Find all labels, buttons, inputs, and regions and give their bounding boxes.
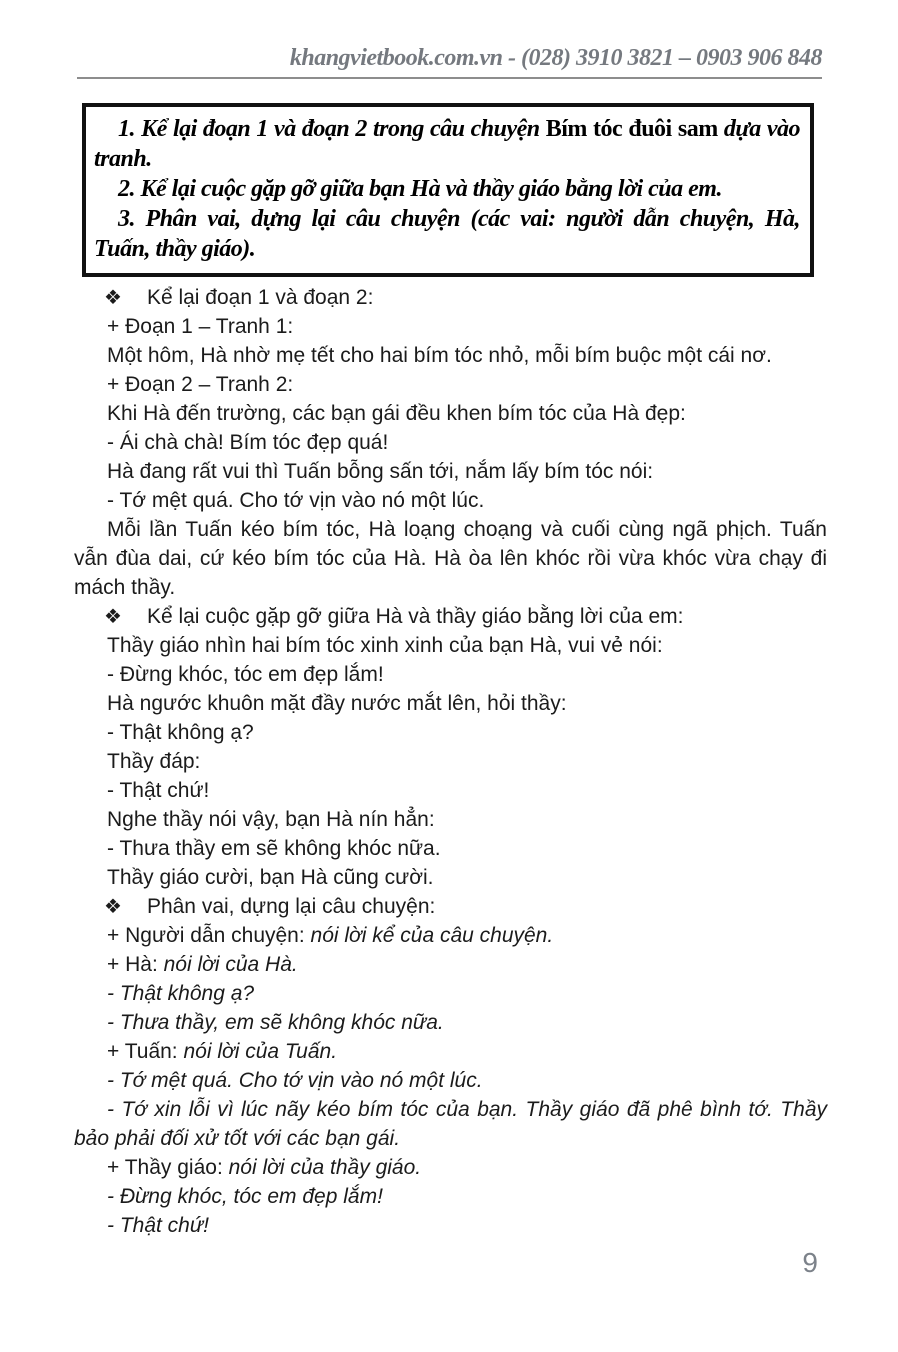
text-run: + Đoạn 2 – Tranh 2: <box>107 373 294 396</box>
text-run: nói lời kể của câu chuyện. <box>310 924 554 947</box>
text-run: + Hà: <box>107 953 164 976</box>
task-box <box>82 103 814 277</box>
task-item <box>94 114 800 174</box>
paragraph <box>74 1153 827 1182</box>
text-run: Mỗi lần Tuấn kéo bím tóc, Hà loạng choạng và cuối cùng ngã phịch. Tuấn vẫn đùa dai, cứ kéo bím tóc của Hà. Hà òa lên khóc rồi vừa khóc vừa chạy đi mách thầy. <box>74 518 827 599</box>
paragraph <box>74 631 827 660</box>
text-run: + Người dẫn chuyện: <box>107 924 311 947</box>
paragraph <box>74 1095 827 1153</box>
paragraph <box>74 1182 827 1211</box>
diamond-bullet-icon: ❖ <box>104 285 122 309</box>
text-run: Hà đang rất vui thì Tuấn bỗng sấn tới, nắm lấy bím tóc nói: <box>107 460 654 483</box>
paragraph <box>74 805 827 834</box>
text-run: - Đừng khóc, tóc em đẹp lắm! <box>107 663 384 686</box>
text-run: Khi Hà đến trường, các bạn gái đều khen bím tóc của Hà đẹp: <box>107 402 686 425</box>
task-item <box>94 174 800 204</box>
paragraph <box>74 515 827 602</box>
task-item-run: 2. Kể lại cuộc gặp gỡ giữa bạn Hà và thầy giáo bằng lời của em. <box>118 176 722 202</box>
text-run: Hà ngước khuôn mặt đầy nước mắt lên, hỏi thầy: <box>107 692 567 715</box>
paragraph <box>74 1037 827 1066</box>
text-run: - Tớ mệt quá. Cho tớ vịn vào nó một lúc. <box>107 489 485 512</box>
text-run: Phân vai, dựng lại câu chuyện: <box>146 895 436 918</box>
text-run: + Tuấn: <box>107 1040 184 1063</box>
section-heading <box>74 892 827 921</box>
paragraph <box>74 921 827 950</box>
text-run: - Tớ mệt quá. Cho tớ vịn vào nó một lúc. <box>107 1069 483 1092</box>
paragraph <box>74 747 827 776</box>
diamond-bullet-icon: ❖ <box>104 604 122 628</box>
paragraph <box>74 370 827 399</box>
text-run: + Đoạn 1 – Tranh 1: <box>107 315 294 338</box>
paragraph <box>74 660 827 689</box>
text-run: - Thưa thầy em sẽ không khóc nữa. <box>107 837 441 860</box>
diamond-bullet-icon: ❖ <box>104 894 122 918</box>
header-text: khangvietbook.com.vn - (028) 3910 3821 – 0903 906 848 <box>289 45 822 71</box>
body-content <box>74 283 827 1240</box>
section-heading <box>74 283 827 312</box>
page-header <box>77 44 822 79</box>
text-run: Kể lại đoạn 1 và đoạn 2: <box>146 286 374 309</box>
text-run: - Thật chứ! <box>107 779 210 802</box>
paragraph <box>74 457 827 486</box>
text-run: Nghe thầy nói vậy, bạn Hà nín hẳn: <box>107 808 435 831</box>
paragraph <box>74 399 827 428</box>
text-run: - Ái chà chà! Bím tóc đẹp quá! <box>107 431 389 454</box>
task-item-run: dựa vào tranh. <box>94 116 800 172</box>
paragraph <box>74 689 827 718</box>
paragraph <box>74 341 827 370</box>
paragraph <box>74 718 827 747</box>
paragraph <box>74 312 827 341</box>
task-item <box>94 204 800 264</box>
paragraph <box>74 1211 827 1240</box>
paragraph <box>74 863 827 892</box>
text-run: nói lời của Tuấn. <box>183 1040 338 1063</box>
text-run: Thầy đáp: <box>107 750 201 773</box>
paragraph <box>74 776 827 805</box>
task-item-run: 1. Kể lại đoạn 1 và đoạn 2 trong câu chuyện <box>118 116 546 142</box>
paragraph <box>74 950 827 979</box>
paragraph <box>74 1066 827 1095</box>
text-run: - Thật không ạ? <box>107 982 255 1005</box>
text-run: nói lời của thầy giáo. <box>228 1156 422 1179</box>
text-run: - Thưa thầy, em sẽ không khóc nữa. <box>107 1011 444 1034</box>
paragraph <box>74 486 827 515</box>
text-run: - Đừng khóc, tóc em đẹp lắm! <box>107 1185 383 1208</box>
text-run: Thầy giáo cười, bạn Hà cũng cười. <box>107 866 434 889</box>
paragraph <box>74 834 827 863</box>
text-run: Thầy giáo nhìn hai bím tóc xinh xinh của bạn Hà, vui vẻ nói: <box>107 634 663 657</box>
text-run: Một hôm, Hà nhờ mẹ tết cho hai bím tóc nhỏ, mỗi bím buộc một cái nơ. <box>107 344 772 367</box>
paragraph <box>74 428 827 457</box>
text-run: nói lời của Hà. <box>163 953 298 976</box>
task-item-run: Bím tóc đuôi sam <box>545 116 718 142</box>
paragraph <box>74 1008 827 1037</box>
task-item-run: 3. Phân vai, dựng lại câu chuyện (các vai: người dẫn chuyện, Hà, Tuấn, thầy giáo). <box>94 206 800 262</box>
text-run: - Tớ xin lỗi vì lúc nãy kéo bím tóc của bạn. Thầy giáo đã phê bình tớ. Thầy bảo phải đối xử tốt với các bạn gái. <box>74 1098 827 1150</box>
text-run: - Thật chứ! <box>107 1214 210 1237</box>
text-run: Kể lại cuộc gặp gỡ giữa Hà và thầy giáo bằng lời của em: <box>146 605 684 628</box>
page-number: 9 <box>802 1247 818 1278</box>
section-heading <box>74 602 827 631</box>
text-run: + Thầy giáo: <box>107 1156 229 1179</box>
paragraph <box>74 979 827 1008</box>
text-run: - Thật không ạ? <box>107 721 254 744</box>
